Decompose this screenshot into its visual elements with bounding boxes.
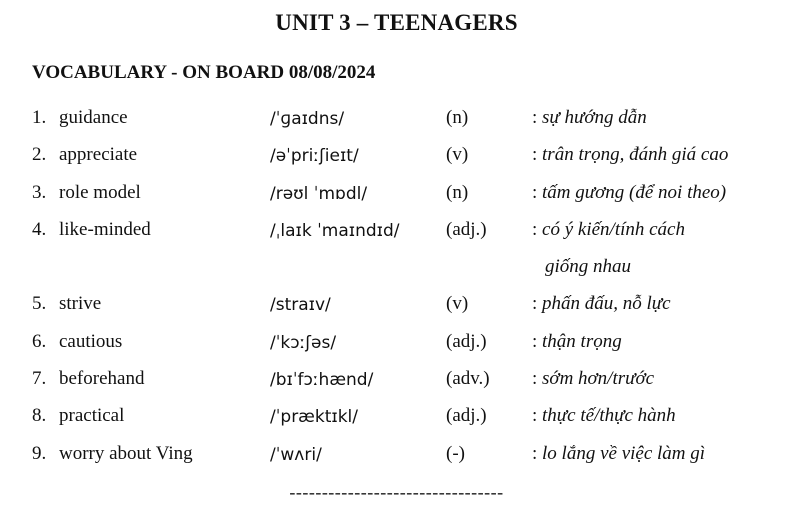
entry-meaning-continuation: giống nhau xyxy=(545,256,632,278)
entry-meaning-text: sớm hơn/trước xyxy=(542,368,655,390)
entry-meaning: : sớm hơn/trước xyxy=(532,368,655,390)
entry-pronunciation: /ˈɡaɪdns/ xyxy=(270,109,345,129)
entry-meaning: : tấm gương (để noi theo) xyxy=(532,181,727,203)
entry-part-of-speech: (adv.) xyxy=(446,368,490,390)
vocab-entry xyxy=(0,219,793,294)
entry-meaning: : phấn đấu, nỗ lực xyxy=(532,293,671,315)
entry-number: 9. xyxy=(32,442,47,464)
entry-pronunciation: /straɪv/ xyxy=(270,295,331,316)
entry-pronunciation: /ˈkɔːʃəs/ xyxy=(270,332,337,353)
vocab-entry xyxy=(0,331,793,368)
entry-word: practical xyxy=(59,405,125,427)
entry-part-of-speech: (v) xyxy=(446,144,469,166)
entry-number: 6. xyxy=(32,330,47,352)
entry-meaning: : lo lắng về việc làm gì xyxy=(532,442,706,464)
entry-word: beforehand xyxy=(59,368,145,390)
entry-word: role model xyxy=(59,181,141,203)
entry-pronunciation: /ˈpræktɪkl/ xyxy=(270,407,358,428)
entry-number: 8. xyxy=(32,405,47,427)
entry-part-of-speech: (n) xyxy=(446,107,469,128)
entry-meaning-text: phấn đấu, nỗ lực xyxy=(542,293,671,315)
entry-meaning-text: có ý kiến/tính cách xyxy=(542,218,685,240)
entry-number: 3. xyxy=(32,181,47,203)
entry-word: appreciate xyxy=(59,144,138,166)
entry-part-of-speech: (-) xyxy=(446,442,465,464)
entry-meaning-text: thực tế/thực hành xyxy=(542,405,676,427)
entry-word: strive xyxy=(59,293,102,315)
entry-meaning-text: trân trọng, đánh giá cao xyxy=(542,144,729,166)
entry-meaning: : có ý kiến/tính cách giống nhau xyxy=(532,211,685,286)
entry-meaning: : sự hướng dẫn xyxy=(532,107,647,128)
entry-word: worry about Ving xyxy=(59,442,193,464)
entry-part-of-speech: (adj.) xyxy=(446,218,487,240)
entry-meaning-text: sự hướng dẫn xyxy=(542,107,647,128)
dashed-divider: --------------------------------- xyxy=(289,482,504,502)
page-title: UNIT 3 – TEENAGERS xyxy=(275,10,518,35)
entry-meaning-text: tấm gương (để noi theo) xyxy=(542,181,727,203)
vocab-entry xyxy=(0,293,793,330)
entry-meaning: : thận trọng xyxy=(532,330,622,352)
vocab-entry xyxy=(0,443,793,480)
entry-word: like-minded xyxy=(59,218,151,240)
entry-pronunciation: /ˈwʌri/ xyxy=(270,444,322,465)
entry-pronunciation: /əˈpriːʃieɪt/ xyxy=(270,146,359,167)
vocabulary-list xyxy=(0,107,793,480)
entry-number: 4. xyxy=(32,218,47,240)
entry-meaning: : thực tế/thực hành xyxy=(532,405,676,427)
entry-word: guidance xyxy=(59,107,128,128)
entry-number: 7. xyxy=(32,368,47,390)
entry-number: 1. xyxy=(32,107,47,128)
entry-number: 2. xyxy=(32,144,47,166)
entry-part-of-speech: (v) xyxy=(446,293,469,315)
section-subtitle: VOCABULARY - ON BOARD 08/08/2024 xyxy=(32,62,376,83)
entry-pronunciation: /rəʊl ˈmɒdl/ xyxy=(270,183,368,204)
entry-part-of-speech: (adj.) xyxy=(446,405,487,427)
entry-meaning: : trân trọng, đánh giá cao xyxy=(532,144,729,166)
entry-meaning-text: lo lắng về việc làm gì xyxy=(542,442,706,464)
entry-number: 5. xyxy=(32,293,47,315)
entry-part-of-speech: (adj.) xyxy=(446,330,487,352)
entry-word: cautious xyxy=(59,330,123,352)
entry-meaning-text: thận trọng xyxy=(542,330,622,352)
entry-pronunciation: /ˌlaɪk ˈmaɪndɪd/ xyxy=(270,220,400,241)
entry-part-of-speech: (n) xyxy=(446,181,469,203)
entry-pronunciation: /bɪˈfɔːhænd/ xyxy=(270,370,374,391)
